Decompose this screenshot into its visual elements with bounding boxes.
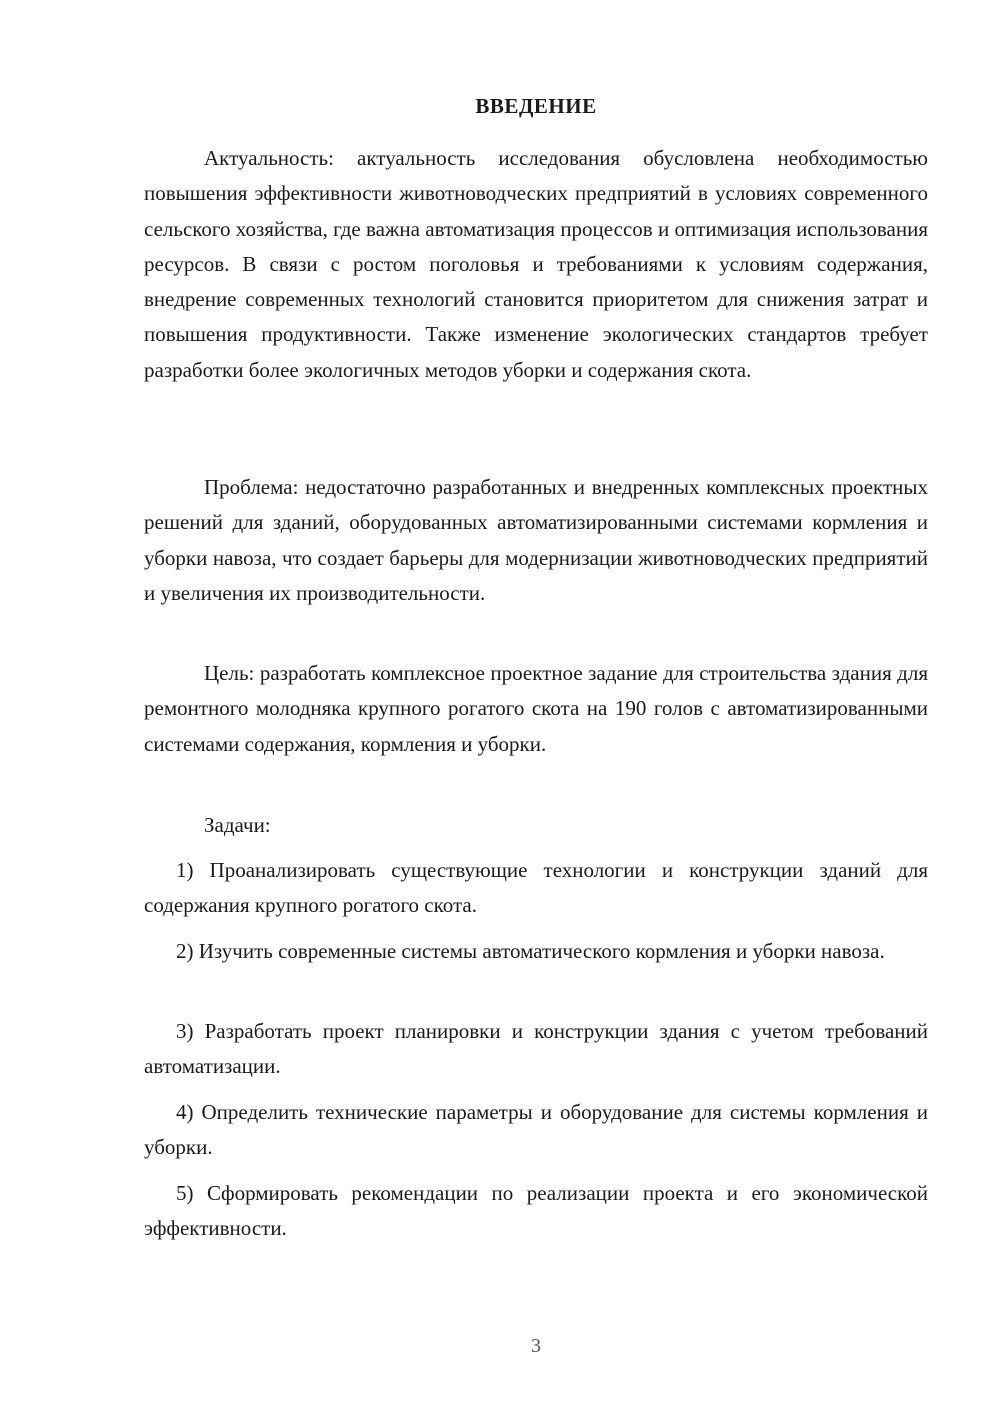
task-item-1: 1) Проанализировать существующие технологии и конструкции зданий для содержания крупного рогатого скота. — [144, 858, 928, 918]
paragraph-relevance: Актуальность: актуальность исследования обусловлена необходимостью повышения эффективности животноводческих предприятий в условиях современного сельского хозяйства, где важна автоматизация процессов и оптимизация использования ресурсов. В связи с ростом поголовья и требованиями к условиям содержания, внедрение современных технологий становится приоритетом для снижения затрат и повышения продуктивности. Также изменение экологических стандартов требует разработки более экологичных методов уборки и содержания скота. — [144, 146, 928, 382]
page-title: ВВЕДЕНИЕ — [475, 94, 597, 118]
page-number: 3 — [531, 1335, 541, 1357]
task-item-2: 2) Изучить современные системы автоматического кормления и уборки навоза. — [176, 939, 885, 963]
paragraph-goal: Цель: разработать комплексное проектное задание для строительства здания для ремонтного молодняка крупного рогатого скота на 190 голов с автоматизированными системами содержания, кормления и уборки. — [144, 661, 928, 756]
task-item-5: 5) Сформировать рекомендации по реализации проекта и его экономической эффективности. — [144, 1181, 928, 1241]
paragraph-problem: Проблема: недостаточно разработанных и внедренных комплексных проектных решений для зданий, оборудованных автоматизированными системами кормления и уборки навоза, что создает барьеры для модернизации животноводческих предприятий и увеличения их производительности. — [144, 475, 928, 605]
task-item-4: 4) Определить технические параметры и оборудование для системы кормления и уборки. — [144, 1100, 928, 1160]
tasks-heading: Задачи: — [204, 813, 271, 837]
task-item-3: 3) Разработать проект планировки и конструкции здания с учетом требований автоматизации. — [144, 1019, 928, 1079]
